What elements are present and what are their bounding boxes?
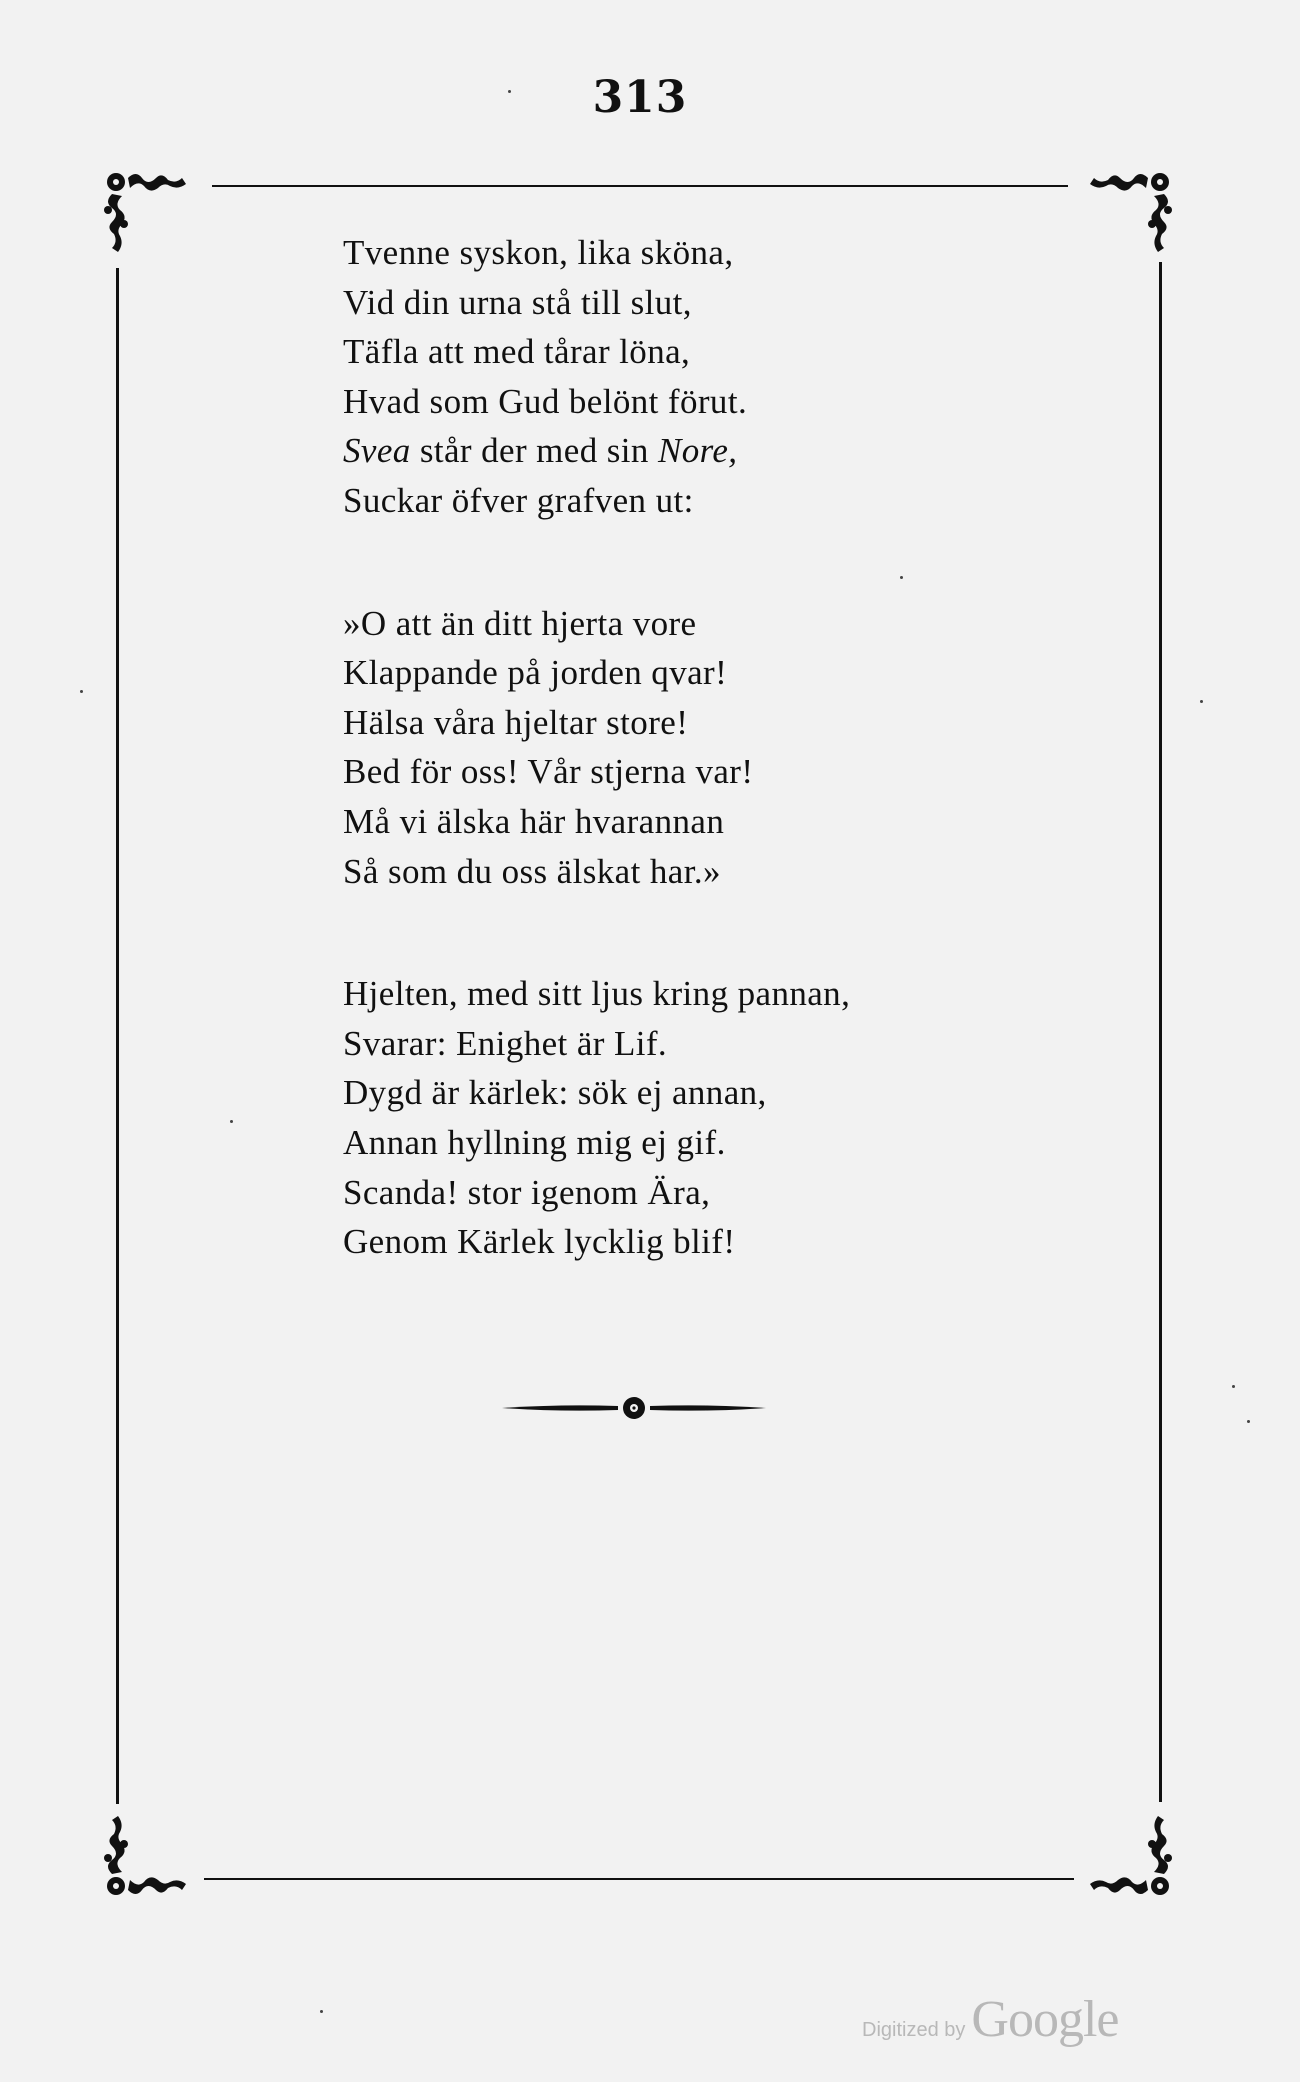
poem-line: Dygd är kärlek: sök ej annan, bbox=[343, 1073, 767, 1113]
page-number: 313 bbox=[592, 72, 688, 123]
poem-segment: står der med sin bbox=[410, 431, 658, 471]
scan-speck bbox=[1232, 1385, 1235, 1388]
scan-speck bbox=[320, 2010, 323, 2013]
border-bottom bbox=[204, 1878, 1074, 1880]
poem-word-italic: Svea bbox=[343, 431, 411, 471]
poem-line: Hjelten, med sitt ljus kring pannan, bbox=[343, 974, 851, 1014]
stanza bbox=[343, 228, 1103, 526]
poem-line: Klappande på jorden qvar! bbox=[343, 653, 728, 693]
poem-line: Genom Kärlek lycklig blif! bbox=[343, 1222, 736, 1262]
digitized-by-label: Digitized by bbox=[862, 2019, 966, 2041]
poem-line: Så som du oss älskat har.» bbox=[343, 851, 721, 891]
border-right bbox=[1159, 262, 1162, 1802]
corner-bottom-right-icon bbox=[1070, 1794, 1180, 1904]
scan-speck bbox=[1200, 700, 1203, 703]
scan-speck bbox=[1247, 1420, 1250, 1423]
poem-line: Tvenne syskon, lika sköna, bbox=[343, 233, 734, 272]
border-top bbox=[212, 185, 1068, 187]
google-logo-text: Google bbox=[971, 1991, 1119, 2048]
poem-line: Scanda! stor igenom Ära, bbox=[343, 1172, 711, 1212]
poem-line: Suckar öfver grafven ut: bbox=[343, 480, 694, 520]
poem-line: Må vi älska här hvarannan bbox=[343, 801, 725, 841]
stanza bbox=[343, 969, 1103, 1267]
corner-bottom-left-icon bbox=[96, 1794, 206, 1904]
scan-speck bbox=[508, 90, 511, 93]
poem-line: Hälsa våra hjeltar store! bbox=[343, 702, 689, 742]
poem-line: Svarar: Enighet är Lif. bbox=[343, 1023, 668, 1063]
poem-line: Annan hyllning mig ej gif. bbox=[343, 1122, 726, 1162]
scan-speck bbox=[900, 576, 903, 579]
poem-line: Hvad som Gud belönt förut. bbox=[343, 381, 748, 421]
poem-line: Täfla att med tårar löna, bbox=[343, 332, 691, 372]
scan-speck bbox=[230, 1120, 233, 1123]
corner-top-left-icon bbox=[96, 164, 206, 274]
rosette-dash-icon bbox=[500, 1394, 768, 1422]
digitized-watermark bbox=[862, 1990, 1118, 2049]
stanza bbox=[343, 599, 1103, 897]
poem-line bbox=[343, 426, 1103, 476]
scan-speck bbox=[80, 690, 83, 693]
poem-line: Bed för oss! Vår stjerna var! bbox=[343, 752, 754, 792]
border-left bbox=[116, 268, 119, 1804]
poem-line: »O att än ditt hjerta vore bbox=[343, 603, 697, 643]
poem-line: Vid din urna stå till slut, bbox=[343, 282, 692, 322]
poem-text bbox=[343, 228, 1103, 1267]
poem-word-italic: Nore, bbox=[657, 431, 738, 471]
